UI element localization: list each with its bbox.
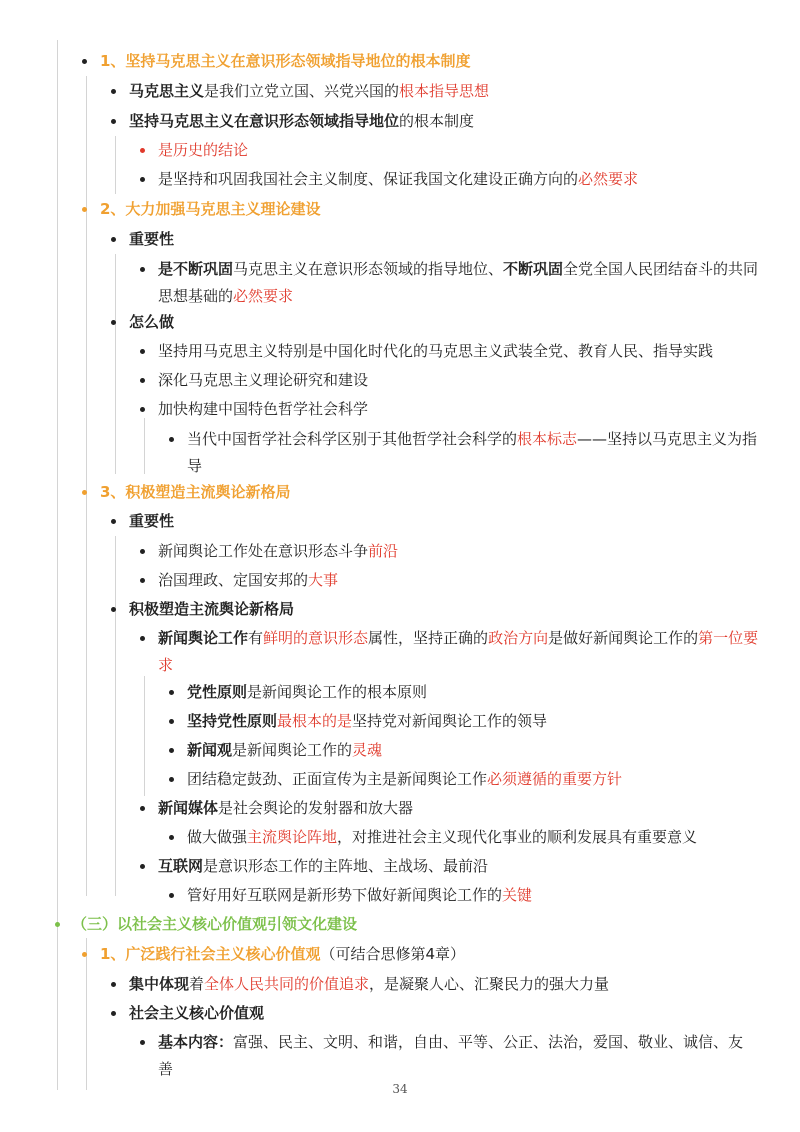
list-item [158,567,338,594]
text-span: 做大做强 [187,828,248,846]
text-span: 全党全国人民团结奋斗的共同思想基础的 [158,260,759,305]
emphasis-text: 鲜明的意识形态 [263,629,369,647]
bold-term: 党性原则 [187,683,248,701]
guide-line [144,676,145,796]
guide-line [86,938,87,1090]
bullet-icon [111,519,116,524]
emphasis-text: 前沿 [368,542,399,560]
text-span: ，是凝聚人心、汇聚民力的强大力量 [369,975,610,993]
emphasis-text: 全体人民共同的价值追求 [204,975,370,993]
emphasis-text: 必然要求 [233,287,294,305]
emphasis-text: 根本指导思想 [399,82,490,100]
bullet-icon [140,1040,145,1045]
text-span: 管好用好互联网是新形势下做好新闻舆论工作的 [187,886,503,904]
bullet-icon [169,748,174,753]
emphasis-text: 根本标志 [517,430,578,448]
bullet-icon [111,119,116,124]
guide-line [115,536,116,896]
list-item: 深化马克思主义理论研究和建设 [158,371,369,389]
emphasis-text: 灵魂 [352,741,383,759]
bullet-icon [169,437,174,442]
bullet-icon [55,922,60,927]
text-span: ，对推进社会主义现代化事业的顺利发展具有重要意义 [337,828,698,846]
bullet-icon [140,636,145,641]
list-item: 重要性 [129,230,175,248]
section-heading: 2、大力加强马克思主义理论建设 [100,200,321,218]
text-span: 是新闻舆论工作的根本原则 [247,683,428,701]
text-span: 马克思主义在意识形态领域的指导地位、 [233,260,504,278]
list-item [187,679,427,706]
part-heading: （三）以社会主义核心价值观引领文化建设 [72,915,358,933]
list-item [187,766,622,793]
text-span: 着 [189,975,205,993]
bullet-icon [169,835,174,840]
list-item [129,78,489,105]
bullet-icon [82,490,87,495]
text-span: 新闻舆论工作处在意识形态斗争 [158,542,369,560]
bullet-icon [82,952,87,957]
emphasis-text: 政治方向 [488,629,549,647]
list-item: 怎么做 [129,313,175,331]
bullet-icon [111,89,116,94]
list-item [129,971,609,998]
bullet-icon [169,690,174,695]
note-text: （可结合思修第4章） [320,945,465,963]
list-item [187,882,532,909]
bold-term: 坚持党性原则 [187,712,278,730]
list-item [187,426,763,480]
bullet-icon [140,378,145,383]
text-span: 团结稳定鼓劲、正面宣传为主是新闻舆论工作 [187,770,488,788]
bullet-icon [111,1011,116,1016]
guide-line [86,76,87,896]
text-span: 富强、民主、文明、和谐，自由、平等、公正、法治，爱国、敬业、诚信、友善 [158,1033,744,1078]
text-span: 是做好新闻舆论工作的 [548,629,699,647]
list-item [187,708,547,735]
bullet-icon [140,148,145,153]
bold-term: 互联网 [158,857,204,875]
emphasis-text: 必然要求 [578,170,639,188]
bold-term: 新闻观 [187,741,233,759]
bullet-icon [111,237,116,242]
bold-term: 坚持马克思主义在意识形态领域指导地位 [129,112,400,130]
bullet-icon [111,607,116,612]
bullet-icon [111,320,116,325]
list-item: 社会主义核心价值观 [129,1004,265,1022]
guide-line [144,418,145,474]
list-item: 是历史的结论 [158,141,249,159]
bullet-icon [140,177,145,182]
bold-term: 新闻舆论工作 [158,629,249,647]
list-item [158,538,398,565]
list-item [158,625,763,679]
guide-line [115,254,116,474]
section-heading: 3、积极塑造主流舆论新格局 [100,483,291,501]
list-item [129,108,474,135]
bold-term: 新闻媒体 [158,799,219,817]
bullet-icon [140,267,145,272]
bullet-icon [169,719,174,724]
section-heading [100,941,465,968]
bullet-icon [140,407,145,412]
list-item: 加快构建中国特色哲学社会科学 [158,400,369,418]
text-span: 当代中国哲学社会科学区别于其他哲学社会科学的 [187,430,518,448]
bullet-icon [169,777,174,782]
bold-term: 基本内容： [158,1033,234,1051]
list-item [158,795,413,822]
bullet-icon [82,59,87,64]
guide-line [57,40,58,1090]
bullet-icon [140,864,145,869]
list-item [187,824,697,851]
emphasis-text: 第一位要求 [158,629,759,674]
page-number: 34 [392,1082,408,1096]
bullet-icon [111,982,116,987]
text-span: 有 [248,629,264,647]
list-item [187,737,382,764]
text-span: 是意识形态工作的主阵地、主战场、最前沿 [203,857,489,875]
section-heading-text: 1、广泛践行社会主义核心价值观 [100,945,321,963]
text-span: 的根本制度 [399,112,475,130]
list-item [158,256,763,310]
section-heading: 1、坚持马克思主义在意识形态领域指导地位的根本制度 [100,52,471,70]
guide-line [115,136,116,194]
bold-term: 不断巩固 [503,260,564,278]
text-span: 是新闻舆论工作的 [232,741,353,759]
list-item: 重要性 [129,512,175,530]
bullet-icon [82,207,87,212]
list-item [158,1029,758,1083]
text-span: 治国理政、定国安邦的 [158,571,309,589]
text-span: ——坚持以马克思主义为指导 [187,430,758,475]
text-span: 是社会舆论的发射器和放大器 [218,799,414,817]
bullet-icon [169,893,174,898]
bold-term: 是不断巩固 [158,260,234,278]
bold-term: 马克思主义 [129,82,205,100]
bullet-icon [140,578,145,583]
bold-term: 集中体现 [129,975,190,993]
emphasis-text: 最根本的是 [277,712,353,730]
list-item: 积极塑造主流舆论新格局 [129,600,295,618]
emphasis-text: 大事 [308,571,339,589]
text-span: 是我们立党立国、兴党兴国的 [204,82,400,100]
text-span: 是坚持和巩固我国社会主义制度、保证我国文化建设正确方向的 [158,170,579,188]
bullet-icon [140,806,145,811]
bullet-icon [140,349,145,354]
bullet-icon [140,549,145,554]
text-span: 属性，坚持正确的 [368,629,489,647]
list-item [158,853,488,880]
emphasis-text: 关键 [502,886,533,904]
text-span: 坚持党对新闻舆论工作的领导 [352,712,548,730]
list-item [158,166,638,193]
emphasis-text: 必须遵循的重要方针 [487,770,623,788]
list-item: 坚持用马克思主义特别是中国化时代化的马克思主义武装全党、教育人民、指导实践 [158,342,714,360]
emphasis-text: 主流舆论阵地 [247,828,338,846]
